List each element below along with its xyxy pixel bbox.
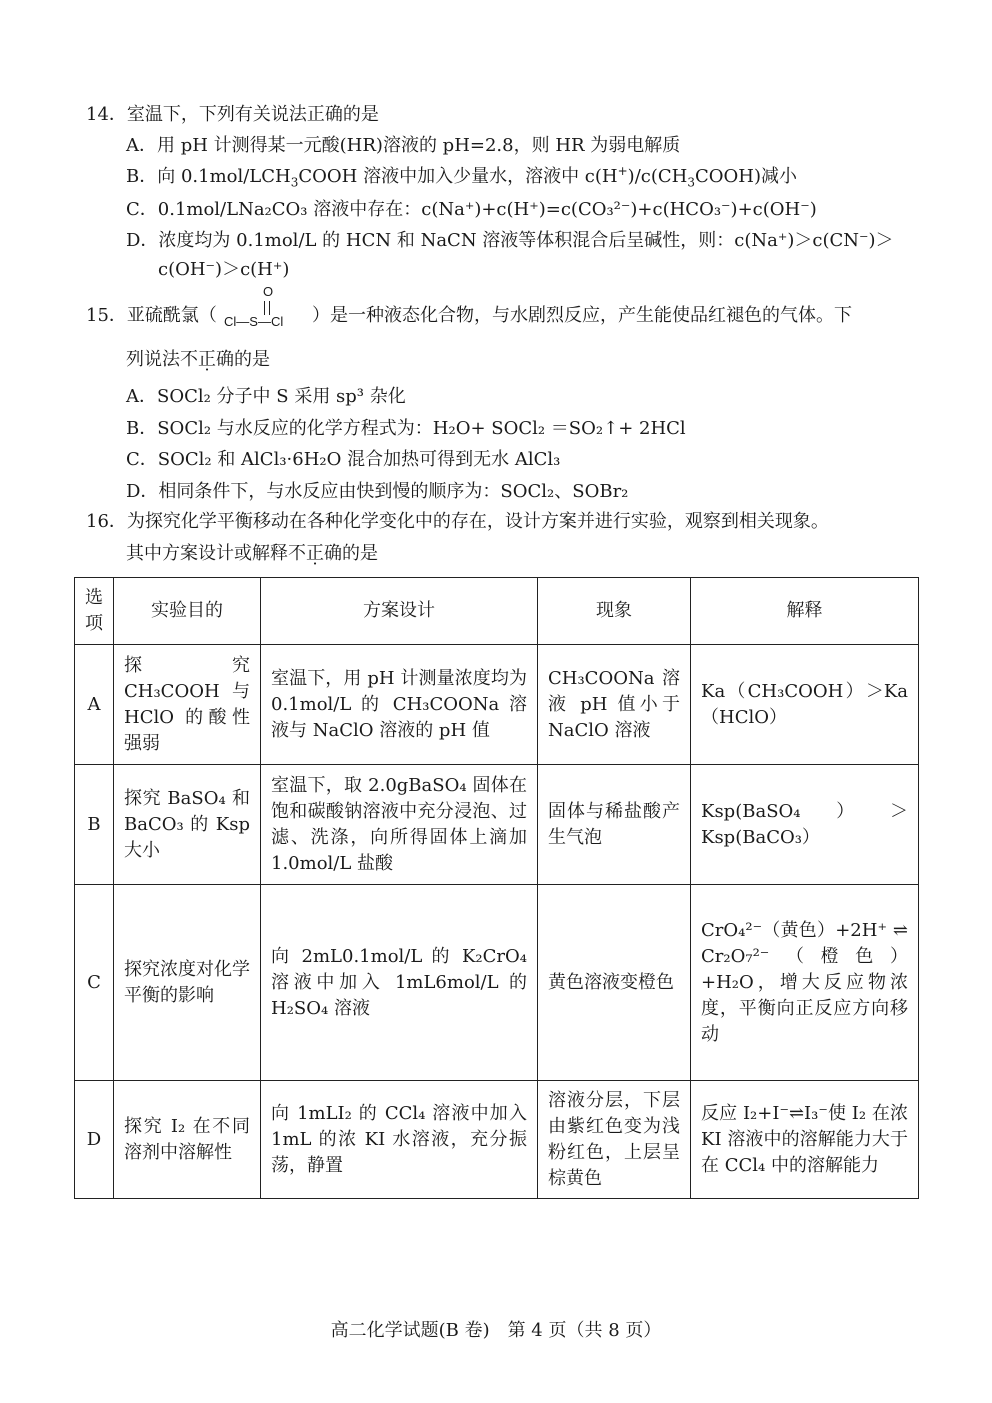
q15-option-b: B．SOCl₂ 与水反应的化学方程式为：H₂O+ SOCl₂ ＝SO₂↑+ 2HCl: [126, 418, 686, 439]
q14-option-d-line1: D．浓度均为 0.1mol/L 的 HCN 和 NaCN 溶液等体积混合后呈碱性，则：c(Na⁺)＞c(CN⁻)＞: [126, 230, 894, 251]
table-row: [75, 1081, 919, 1199]
emphasis-not-correct-16: 不正确: [288, 543, 342, 564]
row-a-design: 室温下，用 pH 计测量浓度均为 0.1mol/L 的 CH₃COONa 溶液与 NaClO 溶液的 pH 值: [261, 645, 538, 765]
row-a-option: A: [75, 645, 114, 765]
q14-option-d-line2: c(OH⁻)＞c(H⁺): [158, 259, 290, 280]
row-d-option: D: [75, 1081, 114, 1199]
row-c-purpose: 探究浓度对化学平衡的影响: [114, 885, 261, 1081]
row-b-purpose: 探究 BaSO₄ 和 BaCO₃ 的 Ksp 大小: [114, 765, 261, 885]
header-phenomenon: 现象: [538, 578, 691, 645]
emphasis-not-correct: 不正确: [180, 349, 234, 370]
question-15-stem-prefix: 15．亚硫酰氯（: [86, 305, 217, 326]
structure-cl-s-cl: Cl—S—Cl: [224, 314, 284, 329]
row-a-phenomenon: CH₃COONa 溶液 pH 值小于 NaClO 溶液: [538, 645, 691, 765]
structure-oxygen: O: [263, 284, 274, 299]
question-16-stem-line1: 16．为探究化学平衡移动在各种化学变化中的存在，设计方案并进行实验，观察到相关现象。: [86, 511, 829, 532]
row-d-purpose: 探究 I₂ 在不同溶剂中溶解性: [114, 1081, 261, 1199]
row-c-design: 向 2mL0.1mol/L 的 K₂CrO₄ 溶液中加入 1mL6mol/L 的 H₂SO₄ 溶液: [261, 885, 538, 1081]
q14-option-b: B．向 $0.1mol/LCH_3COOH$ 溶液中加入少量水，溶液中 $c(H^+)/c(CH_3COOH)$减小: [126, 164, 797, 190]
q14-option-a: A．用 pH 计测得某一元酸(HR)溶液的 pH=2.8，则 HR 为弱电解质: [126, 135, 681, 156]
row-d-explanation: 反应 I₂+I⁻⇌I₃⁻使 I₂ 在浓 KI 溶液中的溶解能力大于在 CCl₄ 中的溶解能力: [691, 1081, 919, 1199]
q15-option-a: A．SOCl₂ 分子中 S 采用 sp³ 杂化: [126, 386, 406, 407]
row-d-design: 向 1mLI₂ 的 CCl₄ 溶液中加入 1mL 的浓 KI 水溶液，充分振荡，静置: [261, 1081, 538, 1199]
page-footer: 高二化学试题(B 卷) 第 4 页（共 8 页）: [330, 1320, 662, 1341]
table-header-row: [75, 578, 919, 645]
row-a-explanation: Ka（CH₃COOH）＞Ka（HClO）: [691, 645, 919, 765]
table-row: [75, 885, 919, 1081]
header-purpose: 实验目的: [114, 578, 261, 645]
q15-option-c: C．SOCl₂ 和 AlCl₃·6H₂O 混合加热可得到无水 AlCl₃: [126, 449, 561, 470]
row-c-option: C: [75, 885, 114, 1081]
question-15-stem-line2: 列说法不正确的是: [126, 349, 270, 370]
table-row: [75, 765, 919, 885]
question-15-stem-suffix: ）是一种液态化合物，与水剧烈反应，产生能使品红褪色的气体。下: [312, 305, 852, 326]
thionyl-chloride-structure: [224, 284, 308, 332]
row-c-phenomenon: 黄色溶液变橙色: [538, 885, 691, 1081]
row-b-explanation: Ksp(BaSO₄）＞Ksp(BaCO₃）: [691, 765, 919, 885]
experiment-table: [74, 577, 919, 1199]
structure-double-bond: [264, 301, 270, 315]
q14-option-c: C．0.1mol/LNa₂CO₃ 溶液中存在：c(Na⁺)+c(H⁺)=c(CO₃²⁻)+c(HCO₃⁻)+c(OH⁻): [126, 199, 817, 220]
q15-option-d: D．相同条件下，与水反应由快到慢的顺序为：SOCl₂、SOBr₂: [126, 481, 629, 502]
row-c-explanation: CrO₄²⁻（黄色）+2H⁺ ⇌ Cr₂O₇²⁻（橙色）+H₂O，增大反应物浓度，平衡向正反应方向移动: [691, 885, 919, 1081]
question-14-stem: 14．室温下，下列有关说法正确的是: [86, 104, 379, 125]
header-design: 方案设计: [261, 578, 538, 645]
row-d-phenomenon: 溶液分层，下层由紫红色变为浅粉红色，上层呈棕黄色: [538, 1081, 691, 1199]
row-b-option: B: [75, 765, 114, 885]
question-16-stem-line2: 其中方案设计或解释不正确的是: [126, 543, 378, 564]
header-explanation: 解释: [691, 578, 919, 645]
row-b-phenomenon: 固体与稀盐酸产生气泡: [538, 765, 691, 885]
header-option: 选项: [75, 578, 114, 645]
row-b-design: 室温下，取 2.0gBaSO₄ 固体在饱和碳酸钠溶液中充分浸泡、过滤、洗涤，向所得固体上滴加 1.0mol/L 盐酸: [261, 765, 538, 885]
row-a-purpose: 探究 CH₃COOH 与 HClO 的酸性强弱: [114, 645, 261, 765]
table-row: [75, 645, 919, 765]
